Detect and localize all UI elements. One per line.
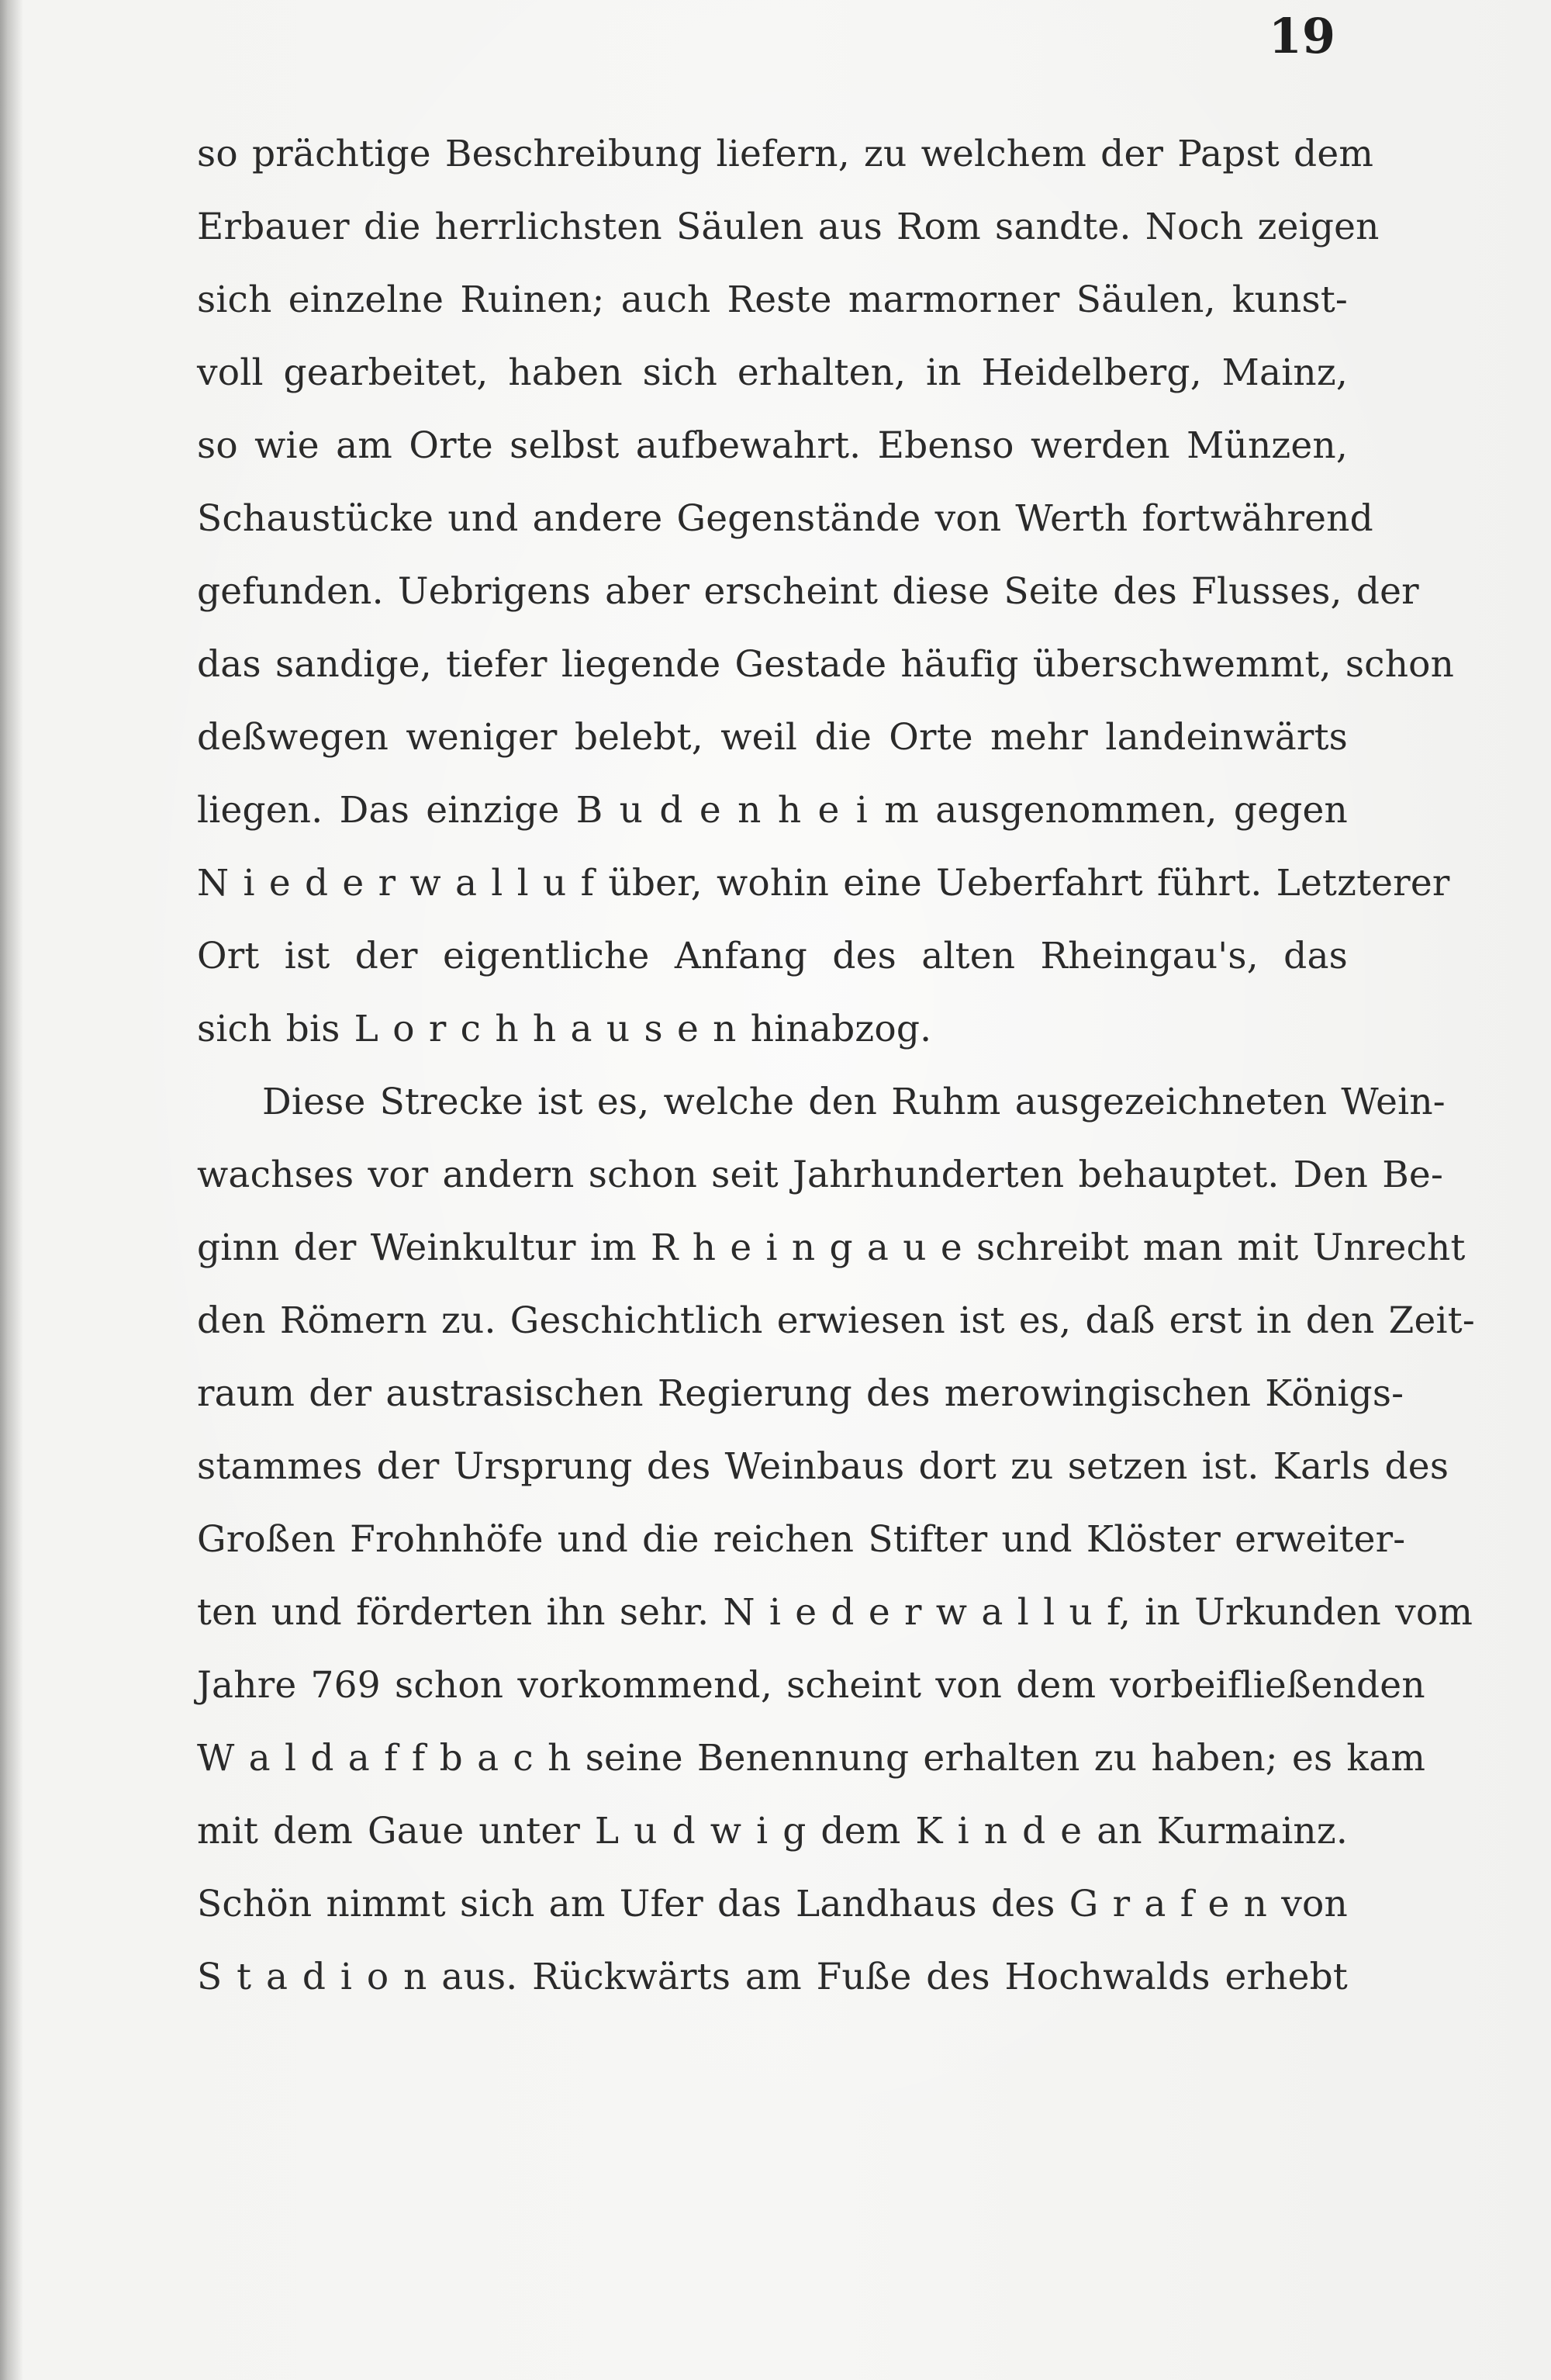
spine-shadow	[0, 0, 23, 2380]
text-line: stammes der Ursprung des Weinbaus dort zu setzen ist. Karls des	[197, 1445, 1449, 1488]
text-line: mit dem Gaue unter L u d w i g dem K i n d e an Kurmainz.	[197, 1810, 1348, 1852]
text-line-paragraph-start: Diese Strecke ist es, welche den Ruhm ausgezeichneten Wein-	[262, 1081, 1446, 1123]
text-line: gefunden. Uebrigens aber erscheint diese Seite des Flusses, der	[197, 570, 1419, 613]
text-line: das sandige, tiefer liegende Gestade häufig überschwemmt, schon	[197, 643, 1455, 686]
text-line: S t a d i o n aus. Rückwärts am Fuße des Hochwalds erhebt	[197, 1956, 1348, 1998]
text-line: W a l d a f f b a c h seine Benennung erhalten zu haben; es kam	[197, 1737, 1426, 1780]
text-line: so prächtige Beschreibung liefern, zu welchem der Papst dem	[197, 133, 1374, 175]
text-line: Jahre 769 schon vorkommend, scheint von dem vorbeifließenden	[197, 1664, 1425, 1707]
text-line: liegen. Das einzige B u d e n h e i m ausgenommen, gegen	[197, 789, 1348, 832]
text-line: voll gearbeitet, haben sich erhalten, in Heidelberg, Mainz,	[197, 351, 1348, 394]
text-line: Schön nimmt sich am Ufer das Landhaus des G r a f e n von	[197, 1883, 1349, 1925]
text-line: Ort ist der eigentliche Anfang des alten Rheingau's, das	[197, 935, 1348, 977]
text-line: raum der austrasischen Regierung des merowingischen Königs-	[197, 1372, 1404, 1415]
text-line: Schaustücke und andere Gegenstände von Werth fortwährend	[197, 497, 1373, 540]
text-line: deßwegen weniger belebt, weil die Orte mehr landeinwärts	[197, 716, 1348, 759]
text-line: sich einzelne Ruinen; auch Reste marmorner Säulen, kunst-	[197, 278, 1348, 321]
text-line: ginn der Weinkultur im R h e i n g a u e schreibt man mit Unrecht	[197, 1226, 1466, 1269]
page-number: 19	[1268, 8, 1335, 64]
text-line: wachses vor andern schon seit Jahrhunderten behauptet. Den Be-	[197, 1154, 1444, 1196]
text-line: N i e d e r w a l l u f über, wohin eine Ueberfahrt führt. Letzterer	[197, 862, 1450, 905]
body-text	[197, 118, 1475, 2014]
text-line: Großen Frohnhöfe und die reichen Stifter und Klöster erweiter-	[197, 1518, 1406, 1561]
text-line: so wie am Orte selbst aufbewahrt. Ebenso werden Münzen,	[197, 424, 1348, 467]
text-line: ten und förderten ihn sehr. N i e d e r w a l l u f, in Urkunden vom	[197, 1591, 1473, 1634]
text-line-paragraph-end: sich bis L o r c h h a u s e n hinabzog.	[197, 1008, 932, 1050]
text-line: Erbauer die herrlichsten Säulen aus Rom sandte. Noch zeigen	[197, 206, 1380, 248]
text-line: den Römern zu. Geschichtlich erwiesen ist es, daß erst in den Zeit-	[197, 1299, 1475, 1342]
